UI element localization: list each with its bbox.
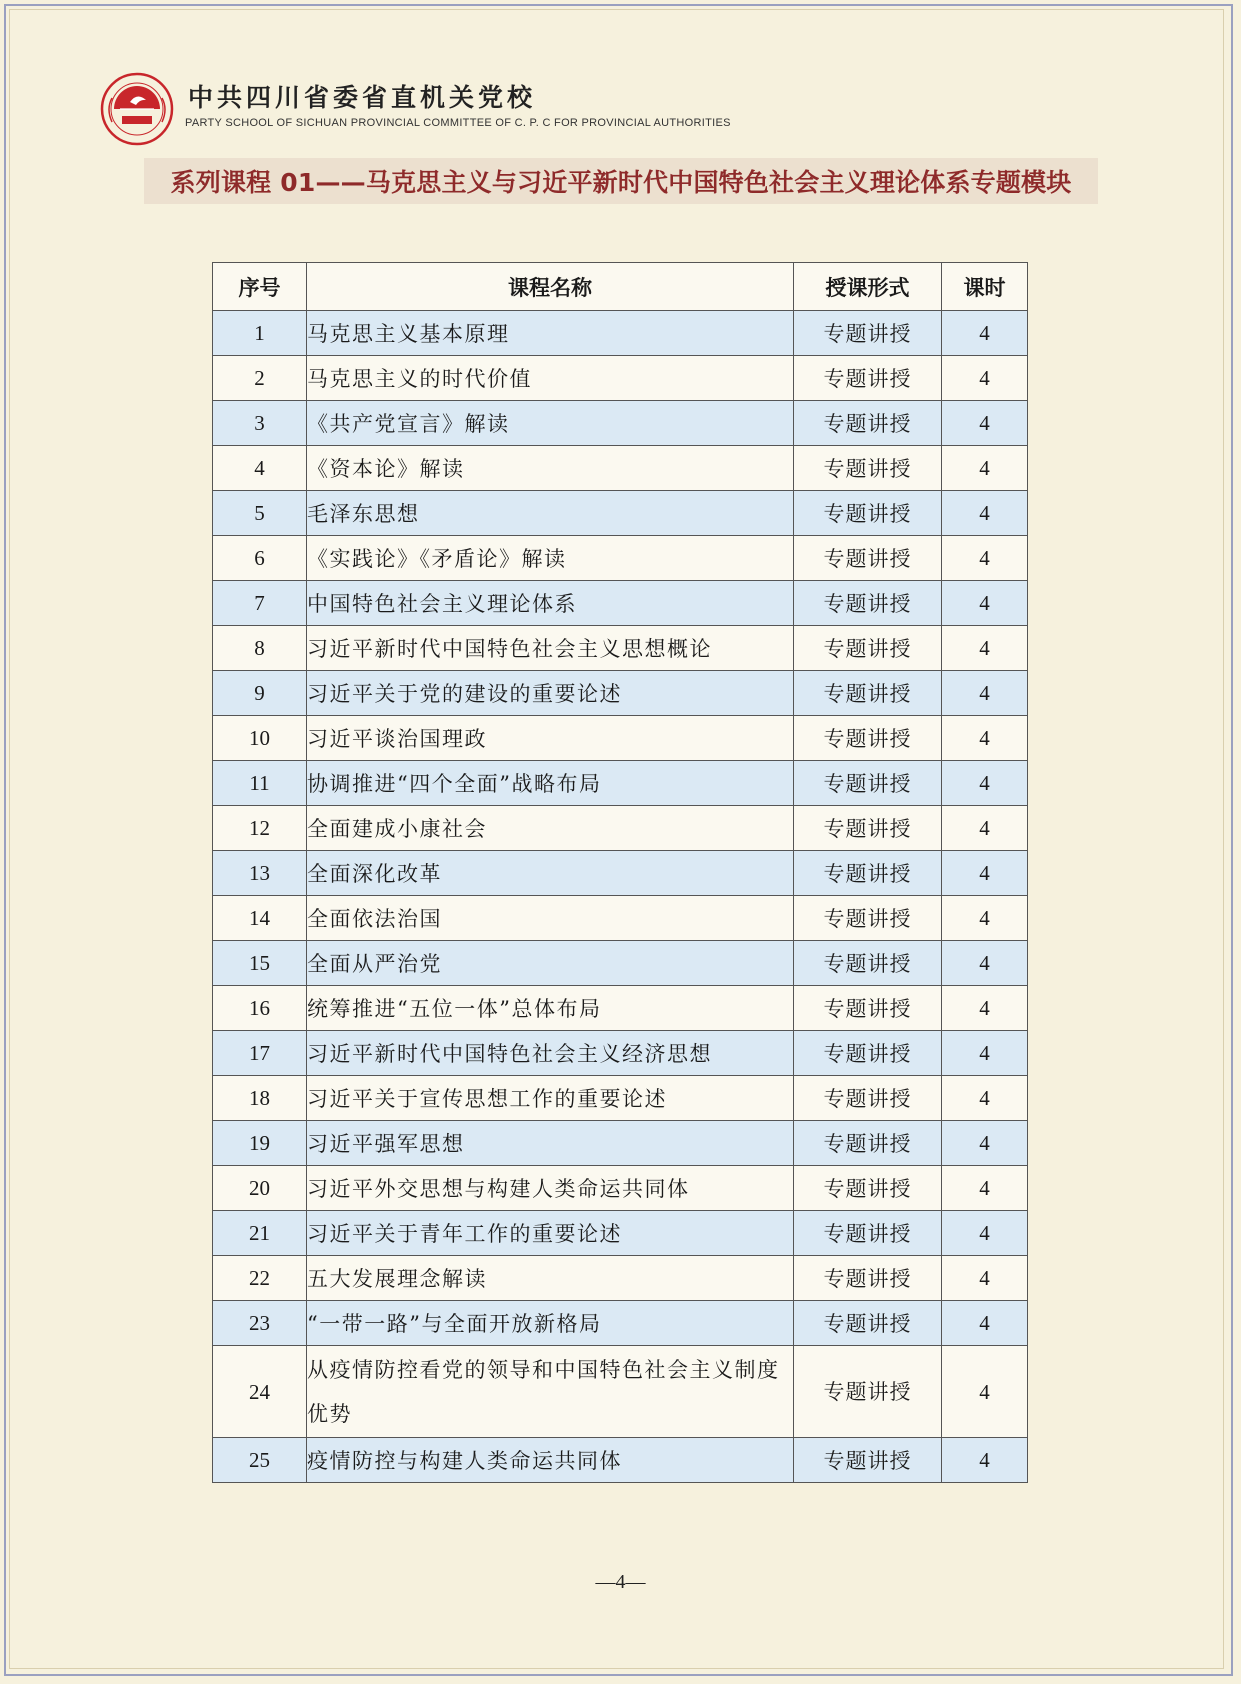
cell-course-name: 统筹推进“五位一体”总体布局 [307,986,794,1031]
cell-hours: 4 [942,806,1028,851]
cell-form: 专题讲授 [794,1256,942,1301]
cell-course-name: 习近平外交思想与构建人类命运共同体 [307,1166,794,1211]
table-row [213,1256,1028,1301]
cell-form: 专题讲授 [794,1346,942,1438]
cell-course-name: 全面从严治党 [307,941,794,986]
cell-hours: 4 [942,1211,1028,1256]
cell-course-name: 马克思主义基本原理 [307,311,794,356]
cell-hours: 4 [942,1256,1028,1301]
cell-no: 13 [213,851,307,896]
table-row [213,1121,1028,1166]
cell-course-name: 全面依法治国 [307,896,794,941]
cell-form: 专题讲授 [794,1211,942,1256]
table-row [213,446,1028,491]
cell-hours: 4 [942,671,1028,716]
cell-no: 5 [213,491,307,536]
course-table [212,262,1028,1483]
cell-hours: 4 [942,761,1028,806]
cell-form: 专题讲授 [794,356,942,401]
party-school-seal-icon [100,72,174,146]
page-number: —4— [595,1571,646,1593]
cell-no: 16 [213,986,307,1031]
cell-no: 14 [213,896,307,941]
cell-form: 专题讲授 [794,1301,942,1346]
cell-no: 2 [213,356,307,401]
cell-hours: 4 [942,356,1028,401]
table-row [213,401,1028,446]
cell-form: 专题讲授 [794,446,942,491]
cell-form: 专题讲授 [794,671,942,716]
cell-hours: 4 [942,446,1028,491]
cell-form: 专题讲授 [794,761,942,806]
cell-no: 10 [213,716,307,761]
page-title: 系列课程 01——马克思主义与习近平新时代中国特色社会主义理论体系专题模块 [170,168,1072,197]
table-row [213,356,1028,401]
cell-form: 专题讲授 [794,941,942,986]
cell-no: 17 [213,1031,307,1076]
cell-hours: 4 [942,581,1028,626]
cell-course-name: 《共产党宣言》解读 [307,401,794,446]
cell-course-name: 《实践论》《矛盾论》解读 [307,536,794,581]
table-row [213,806,1028,851]
cell-form: 专题讲授 [794,1166,942,1211]
cell-course-name: 习近平关于青年工作的重要论述 [307,1211,794,1256]
table-row [213,1031,1028,1076]
header-no: 序号 [213,263,307,311]
cell-hours: 4 [942,401,1028,446]
cell-hours: 4 [942,626,1028,671]
cell-no: 22 [213,1256,307,1301]
table-row [213,671,1028,716]
cell-form: 专题讲授 [794,536,942,581]
cell-no: 18 [213,1076,307,1121]
table-row [213,491,1028,536]
cell-hours: 4 [942,1031,1028,1076]
header-form: 授课形式 [794,263,942,311]
cell-course-name: 《资本论》解读 [307,446,794,491]
table-row [213,1076,1028,1121]
cell-form: 专题讲授 [794,851,942,896]
cell-form: 专题讲授 [794,311,942,356]
table-row [213,1166,1028,1211]
cell-no: 3 [213,401,307,446]
table-row [213,1346,1028,1438]
cell-course-name: 毛泽东思想 [307,491,794,536]
title-banner [144,158,1098,204]
cell-hours: 4 [942,716,1028,761]
cell-no: 1 [213,311,307,356]
cell-no: 11 [213,761,307,806]
cell-no: 20 [213,1166,307,1211]
cell-no: 9 [213,671,307,716]
cell-course-name: 全面深化改革 [307,851,794,896]
cell-no: 25 [213,1438,307,1483]
cell-hours: 4 [942,1166,1028,1211]
cell-hours: 4 [942,311,1028,356]
school-name-cn: 中共四川省委省直机关党校 [188,83,537,112]
cell-form: 专题讲授 [794,806,942,851]
cell-course-name: 协调推进“四个全面”战略布局 [307,761,794,806]
cell-form: 专题讲授 [794,896,942,941]
header-name: 课程名称 [307,263,794,311]
cell-no: 23 [213,1301,307,1346]
cell-hours: 4 [942,1076,1028,1121]
cell-course-name: 习近平新时代中国特色社会主义思想概论 [307,626,794,671]
cell-hours: 4 [942,536,1028,581]
cell-course-name: 疫情防控与构建人类命运共同体 [307,1438,794,1483]
cell-hours: 4 [942,491,1028,536]
cell-course-name: 习近平谈治国理政 [307,716,794,761]
table-row [213,851,1028,896]
cell-form: 专题讲授 [794,1031,942,1076]
table-row [213,311,1028,356]
cell-form: 专题讲授 [794,401,942,446]
cell-no: 7 [213,581,307,626]
cell-form: 专题讲授 [794,716,942,761]
cell-no: 8 [213,626,307,671]
cell-form: 专题讲授 [794,581,942,626]
cell-course-name: 习近平关于宣传思想工作的重要论述 [307,1076,794,1121]
table-row [213,896,1028,941]
table-row [213,1438,1028,1483]
header-hours: 课时 [942,263,1028,311]
cell-form: 专题讲授 [794,491,942,536]
cell-hours: 4 [942,1346,1028,1438]
cell-form: 专题讲授 [794,1121,942,1166]
cell-hours: 4 [942,1438,1028,1483]
cell-course-name: 习近平关于党的建设的重要论述 [307,671,794,716]
cell-hours: 4 [942,851,1028,896]
cell-form: 专题讲授 [794,1438,942,1483]
table-row [213,761,1028,806]
table-row [213,1211,1028,1256]
cell-form: 专题讲授 [794,1076,942,1121]
cell-hours: 4 [942,941,1028,986]
table-row [213,536,1028,581]
cell-course-name: 中国特色社会主义理论体系 [307,581,794,626]
cell-course-name: 习近平新时代中国特色社会主义经济思想 [307,1031,794,1076]
cell-hours: 4 [942,1301,1028,1346]
cell-hours: 4 [942,896,1028,941]
cell-hours: 4 [942,986,1028,1031]
table-row [213,581,1028,626]
school-name-en: PARTY SCHOOL OF SICHUAN PROVINCIAL COMMITTEE OF C. P. C FOR PROVINCIAL AUTHORITIES [185,117,731,129]
cell-no: 4 [213,446,307,491]
cell-hours: 4 [942,1121,1028,1166]
cell-course-name: 从疫情防控看党的领导和中国特色社会主义制度优势 [307,1346,794,1438]
cell-form: 专题讲授 [794,626,942,671]
cell-course-name: 马克思主义的时代价值 [307,356,794,401]
table-header-row [213,263,1028,311]
table-row [213,1301,1028,1346]
cell-form: 专题讲授 [794,986,942,1031]
cell-no: 12 [213,806,307,851]
cell-course-name: 习近平强军思想 [307,1121,794,1166]
cell-no: 6 [213,536,307,581]
header [100,72,800,152]
cell-no: 24 [213,1346,307,1438]
table-row [213,986,1028,1031]
cell-no: 15 [213,941,307,986]
cell-no: 21 [213,1211,307,1256]
table-row [213,626,1028,671]
cell-course-name: “一带一路”与全面开放新格局 [307,1301,794,1346]
cell-course-name: 全面建成小康社会 [307,806,794,851]
cell-no: 19 [213,1121,307,1166]
cell-course-name: 五大发展理念解读 [307,1256,794,1301]
table-row [213,941,1028,986]
table-row [213,716,1028,761]
